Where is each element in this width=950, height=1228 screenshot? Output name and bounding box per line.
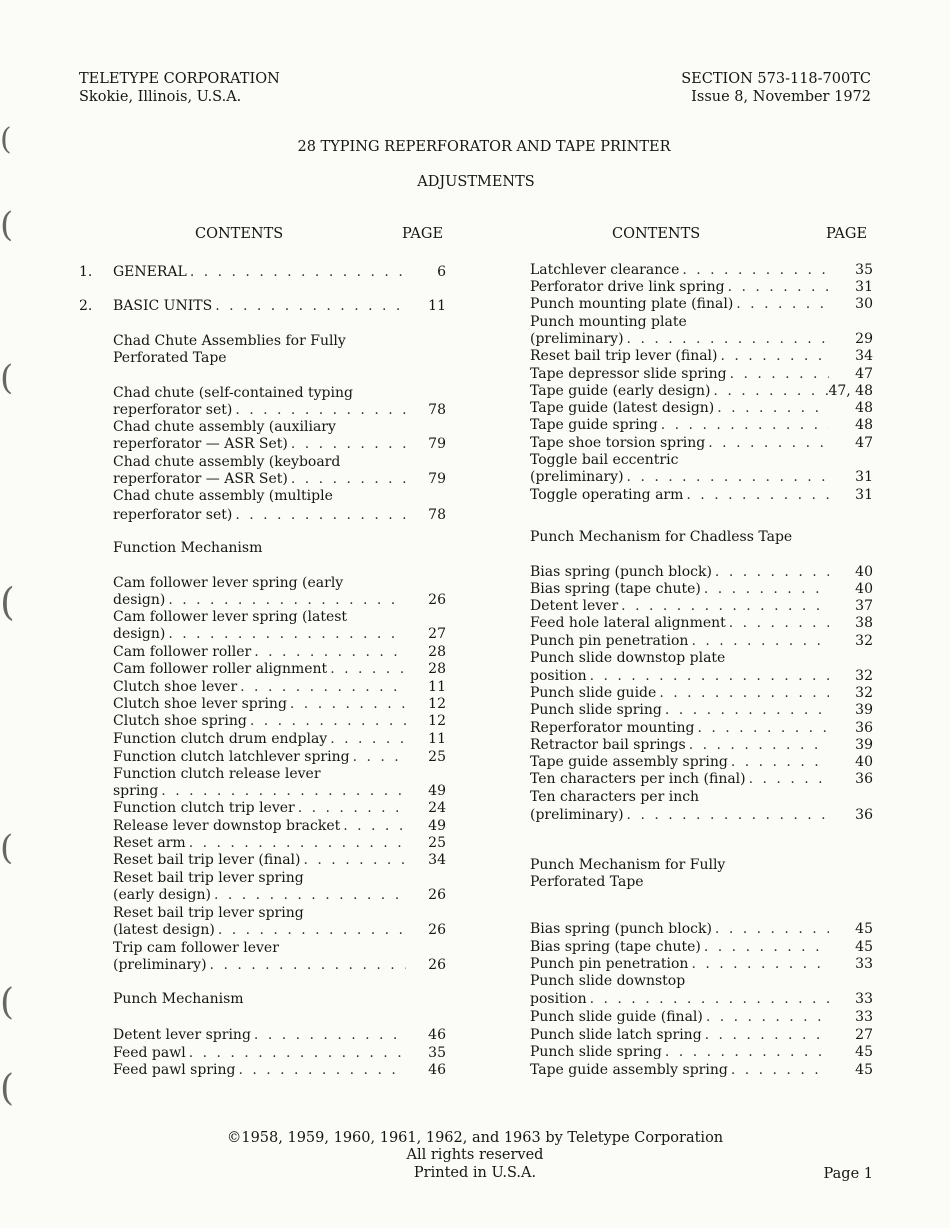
- entry-title: Tape guide assembly spring: [530, 754, 728, 770]
- entry-title: reperforator set): [113, 507, 233, 523]
- entry-page-number: 25: [428, 835, 446, 851]
- entry-title: Punch slide spring: [530, 702, 662, 718]
- entry-page-number: 30: [855, 296, 873, 312]
- entry-page-number: 32: [855, 668, 873, 684]
- entry-page-number: 26: [428, 887, 446, 903]
- printed-notice: Printed in U.S.A.: [413, 1165, 537, 1181]
- entry-title: Tape guide (latest design): [530, 400, 715, 416]
- entry-title: Retractor bail springs: [530, 737, 686, 753]
- entry-title: Perforator drive link spring: [530, 279, 725, 295]
- right-toc-text-line: Punch slide downstop plate: [530, 650, 726, 666]
- scan-mark: (: [0, 122, 12, 157]
- entry-title: Ten characters per inch (final): [530, 771, 746, 787]
- entry-title: (preliminary): [530, 331, 624, 347]
- entry-title: Cam follower roller: [113, 644, 252, 660]
- entry-page-number: 12: [428, 713, 446, 729]
- entry-title: Punch mounting plate (final): [530, 296, 734, 312]
- entry-page-number: 31: [855, 469, 873, 485]
- entry-title: (early design): [113, 887, 211, 903]
- page-number: Page 1: [823, 1166, 873, 1182]
- entry-title: GENERAL: [113, 264, 187, 280]
- right-toc-text-line: Toggle bail eccentric: [530, 452, 679, 468]
- entry-page-number: 47, 48: [828, 383, 873, 399]
- entry-page-number: 31: [855, 487, 873, 503]
- entry-page-number: 28: [428, 661, 446, 677]
- entry-page-number: 35: [428, 1045, 446, 1061]
- section-number: SECTION 573-118-700TC: [681, 71, 871, 87]
- entry-page-number: 11: [428, 298, 446, 314]
- entry-title: Toggle operating arm: [530, 487, 684, 503]
- entry-title: (preliminary): [530, 807, 624, 823]
- scan-mark: (: [0, 358, 14, 398]
- entry-title: Release lever downstop bracket: [113, 818, 341, 834]
- entry-page-number: 49: [428, 783, 446, 799]
- entry-title: Clutch shoe spring: [113, 713, 247, 729]
- left-toc-text-line: Chad chute assembly (keyboard: [113, 454, 341, 470]
- right-toc-text-line: Ten characters per inch: [530, 789, 700, 805]
- entry-page-number: 32: [855, 633, 873, 649]
- entry-title: Reset arm: [113, 835, 186, 851]
- entry-page-number: 40: [855, 754, 873, 770]
- entry-title: (latest design): [113, 922, 215, 938]
- left-toc-text-line: Function Mechanism: [113, 540, 263, 556]
- entry-page-number: 36: [855, 720, 873, 736]
- entry-title: Bias spring (tape chute): [530, 939, 701, 955]
- entry-page-number: 47: [855, 366, 873, 382]
- entry-page-number: 34: [855, 348, 873, 364]
- left-toc-text-line: Cam follower lever spring (early: [113, 575, 344, 591]
- entry-page-number: 45: [855, 939, 873, 955]
- entry-title: (preliminary): [113, 957, 207, 973]
- left-toc-text-line: Reset bail trip lever spring: [113, 905, 304, 921]
- entry-title: Clutch shoe lever: [113, 679, 238, 695]
- rights-notice: All rights reserved: [406, 1147, 544, 1163]
- left-toc-text-line: Chad chute (self-contained typing: [113, 385, 353, 401]
- entry-title: Tape guide spring: [530, 417, 658, 433]
- entry-title: Clutch shoe lever spring: [113, 696, 287, 712]
- entry-page-number: 12: [428, 696, 446, 712]
- entry-page-number: 25: [428, 749, 446, 765]
- entry-title: Punch slide latch spring: [530, 1027, 702, 1043]
- entry-title: Latchlever clearance: [530, 262, 680, 278]
- entry-page-number: 45: [855, 1044, 873, 1060]
- entry-page-number: 47: [855, 435, 873, 451]
- entry-page-number: 31: [855, 279, 873, 295]
- entry-title: position: [530, 991, 587, 1007]
- entry-title: Feed pawl: [113, 1045, 186, 1061]
- right-toc-text-line: Punch slide downstop: [530, 973, 686, 989]
- entry-title: reperforator set): [113, 402, 233, 418]
- entry-title: spring: [113, 783, 159, 799]
- entry-page-number: 35: [855, 262, 873, 278]
- entry-page-number: 39: [855, 737, 873, 753]
- section-number: 2.: [79, 298, 93, 314]
- right-toc-text-line: Punch Mechanism for Fully: [530, 857, 726, 873]
- entry-title: Reset bail trip lever (final): [530, 348, 718, 364]
- entry-title: Tape depressor slide spring: [530, 366, 727, 382]
- entry-page-number: 33: [855, 991, 873, 1007]
- entry-title: Function clutch latchlever spring: [113, 749, 350, 765]
- entry-title: Cam follower roller alignment: [113, 661, 328, 677]
- entry-page-number: 36: [855, 771, 873, 787]
- company-location: Skokie, Illinois, U.S.A.: [79, 89, 242, 105]
- entry-title: Bias spring (punch block): [530, 921, 712, 937]
- entry-page-number: 45: [855, 921, 873, 937]
- entry-page-number: 33: [855, 956, 873, 972]
- entry-page-number: 28: [428, 644, 446, 660]
- right-page-heading: PAGE: [826, 226, 868, 242]
- entry-page-number: 79: [428, 436, 446, 452]
- entry-page-number: 40: [855, 581, 873, 597]
- entry-title: Reperforator mounting: [530, 720, 695, 736]
- entry-title: Detent lever spring: [113, 1027, 251, 1043]
- entry-title: Tape guide (early design): [530, 383, 711, 399]
- entry-title: (preliminary): [530, 469, 624, 485]
- left-toc-text-line: Chad chute assembly (auxiliary: [113, 419, 336, 435]
- entry-title: Function clutch drum endplay: [113, 731, 328, 747]
- entry-title: design): [113, 626, 166, 642]
- entry-title: Feed pawl spring: [113, 1062, 236, 1078]
- scan-mark: (: [0, 1068, 15, 1109]
- left-toc-text-line: Punch Mechanism: [113, 991, 244, 1007]
- entry-title: reperforator — ASR Set): [113, 471, 288, 487]
- entry-page-number: 46: [428, 1027, 446, 1043]
- left-page-heading: PAGE: [402, 226, 444, 242]
- entry-page-number: 38: [855, 615, 873, 631]
- entry-title: Reset bail trip lever (final): [113, 852, 301, 868]
- entry-page-number: 27: [855, 1027, 873, 1043]
- document-subtitle: ADJUSTMENTS: [417, 174, 535, 190]
- scan-mark: (: [0, 982, 15, 1023]
- entry-page-number: 26: [428, 922, 446, 938]
- entry-page-number: 26: [428, 957, 446, 973]
- entry-title: Feed hole lateral alignment: [530, 615, 726, 631]
- entry-page-number: 37: [855, 598, 873, 614]
- left-toc-text-line: Perforated Tape: [113, 350, 227, 366]
- left-toc-text-line: Trip cam follower lever: [113, 940, 279, 956]
- entry-page-number: 78: [428, 402, 446, 418]
- entry-page-number: 26: [428, 592, 446, 608]
- entry-page-number: 49: [428, 818, 446, 834]
- left-contents-heading: CONTENTS: [195, 226, 284, 242]
- entry-page-number: 48: [855, 400, 873, 416]
- entry-title: BASIC UNITS: [113, 298, 213, 314]
- right-toc-text-line: Perforated Tape: [530, 874, 644, 890]
- entry-title: Punch pin penetration: [530, 956, 689, 972]
- section-number: 1.: [79, 264, 93, 280]
- entry-page-number: 79: [428, 471, 446, 487]
- entry-page-number: 6: [437, 264, 446, 280]
- entry-title: Function clutch trip lever: [113, 800, 295, 816]
- entry-page-number: 46: [428, 1062, 446, 1078]
- left-toc-text-line: Function clutch release lever: [113, 766, 321, 782]
- left-toc-text-line: Chad Chute Assemblies for Fully: [113, 333, 346, 349]
- scan-mark: (: [0, 580, 15, 624]
- entry-title: position: [530, 668, 587, 684]
- entry-page-number: 36: [855, 807, 873, 823]
- scan-mark: (: [0, 828, 14, 868]
- entry-title: Punch slide guide: [530, 685, 657, 701]
- right-toc-text-line: Punch mounting plate: [530, 314, 687, 330]
- entry-title: design): [113, 592, 166, 608]
- entry-page-number: 29: [855, 331, 873, 347]
- entry-page-number: 11: [428, 679, 446, 695]
- entry-title: Bias spring (tape chute): [530, 581, 701, 597]
- entry-page-number: 27: [428, 626, 446, 642]
- scan-mark: (: [0, 205, 14, 245]
- left-toc-text-line: Chad chute assembly (multiple: [113, 488, 333, 504]
- entry-page-number: 24: [428, 800, 446, 816]
- entry-title: Tape shoe torsion spring: [530, 435, 706, 451]
- entry-title: Detent lever: [530, 598, 619, 614]
- entry-page-number: 48: [855, 417, 873, 433]
- entry-page-number: 40: [855, 564, 873, 580]
- right-contents-heading: CONTENTS: [612, 226, 701, 242]
- entry-title: Tape guide assembly spring: [530, 1062, 728, 1078]
- entry-page-number: 11: [428, 731, 446, 747]
- entry-page-number: 45: [855, 1062, 873, 1078]
- left-toc-text-line: Reset bail trip lever spring: [113, 870, 304, 886]
- entry-page-number: 39: [855, 702, 873, 718]
- entry-page-number: 34: [428, 852, 446, 868]
- copyright-notice: ©1958, 1959, 1960, 1961, 1962, and 1963 by Teletype Corporation: [226, 1130, 724, 1146]
- entry-title: Punch pin penetration: [530, 633, 689, 649]
- entry-title: Bias spring (punch block): [530, 564, 712, 580]
- issue-date: Issue 8, November 1972: [691, 89, 871, 105]
- entry-page-number: 32: [855, 685, 873, 701]
- document-title: 28 TYPING REPERFORATOR AND TAPE PRINTER: [297, 139, 671, 155]
- left-toc-text-line: Cam follower lever spring (latest: [113, 609, 348, 625]
- entry-title: Punch slide spring: [530, 1044, 662, 1060]
- entry-title: Punch slide guide (final): [530, 1009, 703, 1025]
- company-name: TELETYPE CORPORATION: [79, 71, 280, 87]
- right-toc-text-line: Punch Mechanism for Chadless Tape: [530, 529, 793, 545]
- entry-page-number: 78: [428, 507, 446, 523]
- entry-page-number: 33: [855, 1009, 873, 1025]
- entry-title: reperforator — ASR Set): [113, 436, 288, 452]
